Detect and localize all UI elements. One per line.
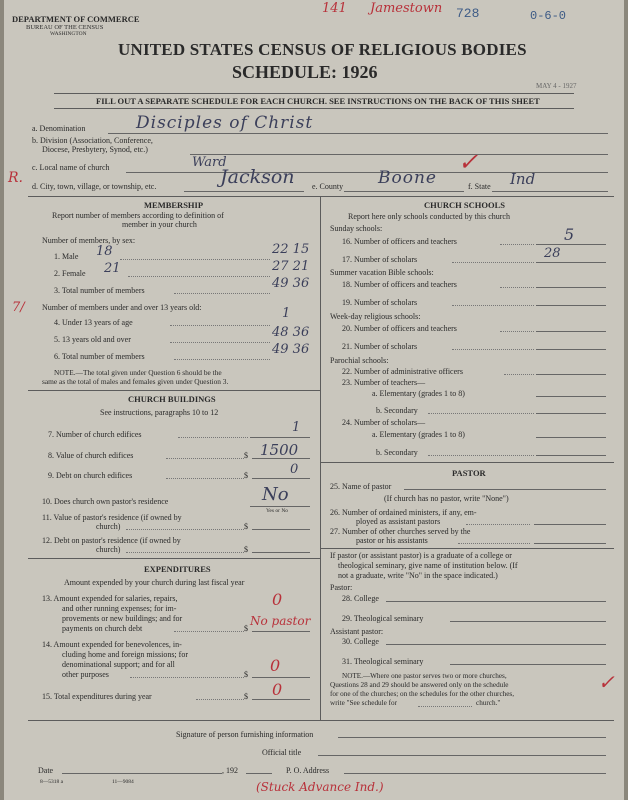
q17-label: 17. Number of scholars: [342, 255, 418, 264]
schools-sub: Report here only schools conducted by this church: [348, 212, 510, 221]
q7-label: 7. Number of church edifices: [48, 430, 142, 439]
parochial-label: Parochial schools:: [330, 356, 389, 365]
q13-dollar: $: [244, 624, 248, 633]
q10-hint: Yes or No: [266, 508, 289, 514]
pastor-note: NOTE.—Where one pastor serves two or more churches,: [342, 672, 507, 680]
handwritten-number: 141: [322, 1, 347, 16]
q21-label: 21. Number of scholars: [342, 342, 418, 351]
pastor-note-5: church.": [476, 699, 501, 707]
signature-label: Signature of person furnishing information: [176, 730, 314, 739]
q16-value: 5: [564, 225, 575, 244]
po-address-label: P. O. Address: [286, 766, 330, 775]
division-label: b. Division (Association, Conference,: [32, 136, 153, 145]
red-check-mark-2: ✓: [598, 670, 615, 694]
pastor-heading: PASTOR: [452, 468, 486, 478]
q19-label: 19. Number of scholars: [342, 298, 418, 307]
state-label: f. State: [468, 182, 491, 191]
q23-label: 23. Number of teachers—: [342, 378, 426, 387]
q20-label: 20. Number of officers and teachers: [342, 324, 457, 333]
denomination-label: a. Denomination: [32, 124, 86, 133]
q2-label: 2. Female: [54, 269, 86, 278]
q3-value: 49 36: [272, 276, 310, 291]
stamp-code: 0-6-0: [530, 9, 567, 23]
q14-label-3: denominational support; and for all: [62, 660, 175, 669]
denomination-value: Disciples of Christ: [136, 113, 314, 133]
q9-value: 0: [290, 462, 299, 477]
state-value: Ind: [510, 170, 536, 188]
q13-label-4: payments on church debt: [62, 624, 143, 633]
q27-label: 27. Number of other churches served by the: [330, 527, 471, 536]
graduate-note-3: not a graduate, write "No" in the space indicated.): [338, 571, 498, 580]
county-label: e. County: [312, 182, 344, 191]
q15-dollar: $: [244, 692, 248, 701]
q24b-label: b. Secondary: [376, 448, 418, 457]
q12-dollar: $: [244, 545, 248, 554]
q7-value: 1: [292, 420, 301, 435]
q23a-label: a. Elementary (grades 1 to 8): [372, 389, 465, 398]
q13-label: 13. Amount expended for salaries, repairs,: [42, 594, 178, 603]
membership-intro-2: member in your church: [122, 220, 197, 229]
instruction-line: FILL OUT A SEPARATE SCHEDULE FOR EACH CHURCH. SEE INSTRUCTIONS ON THE BACK OF THIS SHEET: [96, 96, 540, 106]
q22-label: 22. Number of administrative officers: [342, 367, 463, 376]
q11-label-2: church): [96, 522, 121, 531]
q10-value: No: [262, 484, 289, 505]
county-value: Boone: [378, 168, 437, 188]
q8-dollar: $: [244, 451, 248, 460]
q5-value: 48 36: [272, 325, 310, 340]
q23b-label: b. Secondary: [376, 406, 418, 415]
membership-note-2: same as the total of males and females given under Question 3.: [42, 377, 229, 386]
membership-heading: MEMBERSHIP: [144, 200, 204, 210]
q28-label: 28. College: [342, 594, 379, 603]
q9-dollar: $: [244, 471, 248, 480]
pastor-note-3: for one of the churches; on the schedules for the other churches,: [330, 690, 515, 698]
city-township-value: Jackson: [220, 166, 295, 188]
handwritten-footer-note: (Stuck Advance Ind.): [256, 780, 384, 794]
q13-label-3: provements or new buildings; and for: [62, 614, 183, 623]
q6-label: 6. Total number of members: [54, 352, 145, 361]
weekday-label: Week-day religious schools:: [330, 312, 421, 321]
q3-label: 3. Total number of members: [54, 286, 145, 295]
q25-hint: (If church has no pastor, write "None"): [384, 494, 509, 503]
q5-label: 5. 13 years old and over: [54, 335, 131, 344]
q14-label: 14. Amount expended for benevolences, in-: [42, 640, 182, 649]
q27-label-2: pastor or his assistants: [356, 536, 428, 545]
q14-label-2: cluding home and foreign missions; for: [62, 650, 188, 659]
date-received-stamp: MAY 4 - 1927: [536, 82, 577, 90]
q17-value: 28: [544, 246, 561, 261]
margin-mark: R.: [8, 170, 23, 186]
q14-value: 0: [270, 656, 281, 675]
q1-old-value: 18: [96, 244, 113, 259]
q10-label: 10. Does church own pastor's residence: [42, 497, 169, 506]
q14-dollar: $: [244, 670, 248, 679]
q1-value: 22 15: [272, 242, 310, 257]
buildings-heading: CHURCH BUILDINGS: [128, 394, 216, 404]
q13-label-2: and other running expenses; for im-: [62, 604, 177, 613]
membership-note: NOTE.—The total given under Question 6 should be the: [54, 368, 222, 377]
q24-label: 24. Number of scholars—: [342, 418, 426, 427]
graduate-note-2: theological seminary, give name of institution below. (If: [338, 561, 518, 570]
date-label: Date: [38, 766, 54, 775]
q4-value: 1: [282, 306, 291, 321]
under-over-label: Number of members under and over 13 years old:: [42, 303, 202, 312]
year-label: , 192: [222, 766, 238, 775]
print-code: 11—9084: [112, 779, 134, 785]
q26-label-2: ployed as assistant pastors: [356, 517, 441, 526]
form-number: 8—5318 a: [40, 779, 64, 785]
census-schedule-sheet: [4, 0, 624, 800]
q4-label: 4. Under 13 years of age: [54, 318, 133, 327]
dept-label: DEPARTMENT OF COMMERCE: [12, 14, 140, 24]
local-name-label: c. Local name of church: [32, 163, 110, 172]
q18-label: 18. Number of officers and teachers: [342, 280, 457, 289]
graduate-note: If pastor (or assistant pastor) is a graduate of a college or: [330, 551, 512, 560]
assistant-sub-label: Assistant pastor:: [330, 627, 384, 636]
official-title-label: Official title: [262, 748, 302, 757]
q12-label: 12. Debt on pastor's residence (if owned by: [42, 536, 181, 545]
handwritten-place: Jamestown: [370, 1, 443, 16]
bureau-label: BUREAU OF THE CENSUS: [26, 24, 104, 31]
q11-label: 11. Value of pastor's residence (if owned by: [42, 513, 182, 522]
q9-label: 9. Debt on church edifices: [48, 471, 133, 480]
stamp-number: 728: [456, 6, 480, 21]
q13-note: No pastor: [250, 614, 311, 628]
q16-label: 16. Number of officers and teachers: [342, 237, 457, 246]
membership-intro: Report number of members according to definition of: [52, 211, 224, 220]
q8-value: 1500: [260, 441, 299, 459]
buildings-sub: See instructions, paragraphs 10 to 12: [100, 408, 219, 417]
q12-label-2: church): [96, 545, 121, 554]
q6-value: 49 36: [272, 342, 310, 357]
q26-label: 26. Number of ordained ministers, if any, em-: [330, 508, 477, 517]
q1-label: 1. Male: [54, 252, 79, 261]
local-name-value: Ward: [192, 155, 227, 170]
division-label-2: Diocese, Presbytery, Synod, etc.): [42, 145, 148, 154]
q31-label: 31. Theological seminary: [342, 657, 424, 666]
q29-label: 29. Theological seminary: [342, 614, 424, 623]
sunday-label: Sunday schools:: [330, 224, 383, 233]
q14-label-4: other purposes: [62, 670, 109, 679]
q8-label: 8. Value of church edifices: [48, 451, 134, 460]
q30-label: 30. College: [342, 637, 379, 646]
city-township-label: d. City, town, village, or township, etc.: [32, 182, 157, 191]
q24a-label: a. Elementary (grades 1 to 8): [372, 430, 465, 439]
pastor-note-4: write "See schedule for: [330, 699, 397, 707]
schedule-title: SCHEDULE: 1926: [232, 62, 378, 82]
pastor-sub-label: Pastor:: [330, 583, 353, 592]
summer-label: Summer vacation Bible schools:: [330, 268, 434, 277]
q11-dollar: $: [244, 522, 248, 531]
red-check-mark: ✓: [458, 148, 479, 176]
city-label: WASHINGTON: [50, 31, 87, 37]
side-mark: 7/: [12, 300, 25, 315]
expenditures-heading: EXPENDITURES: [144, 564, 211, 574]
q15-label: 15. Total expenditures during year: [42, 692, 152, 701]
expenditures-sub: Amount expended by your church during last fiscal year: [64, 578, 245, 587]
q2-old-value: 21: [104, 261, 121, 276]
q15-value: 0: [272, 680, 283, 699]
q2-value: 27 21: [272, 259, 310, 274]
q13-value: 0: [272, 590, 283, 609]
by-sex-label: Number of members, by sex:: [42, 236, 136, 245]
schools-heading: CHURCH SCHOOLS: [424, 200, 505, 210]
pastor-note-2: Questions 28 and 29 should be answered only on the schedule: [330, 681, 509, 689]
form-title: UNITED STATES CENSUS OF RELIGIOUS BODIES: [118, 40, 527, 59]
q25-label: 25. Name of pastor: [330, 482, 392, 491]
